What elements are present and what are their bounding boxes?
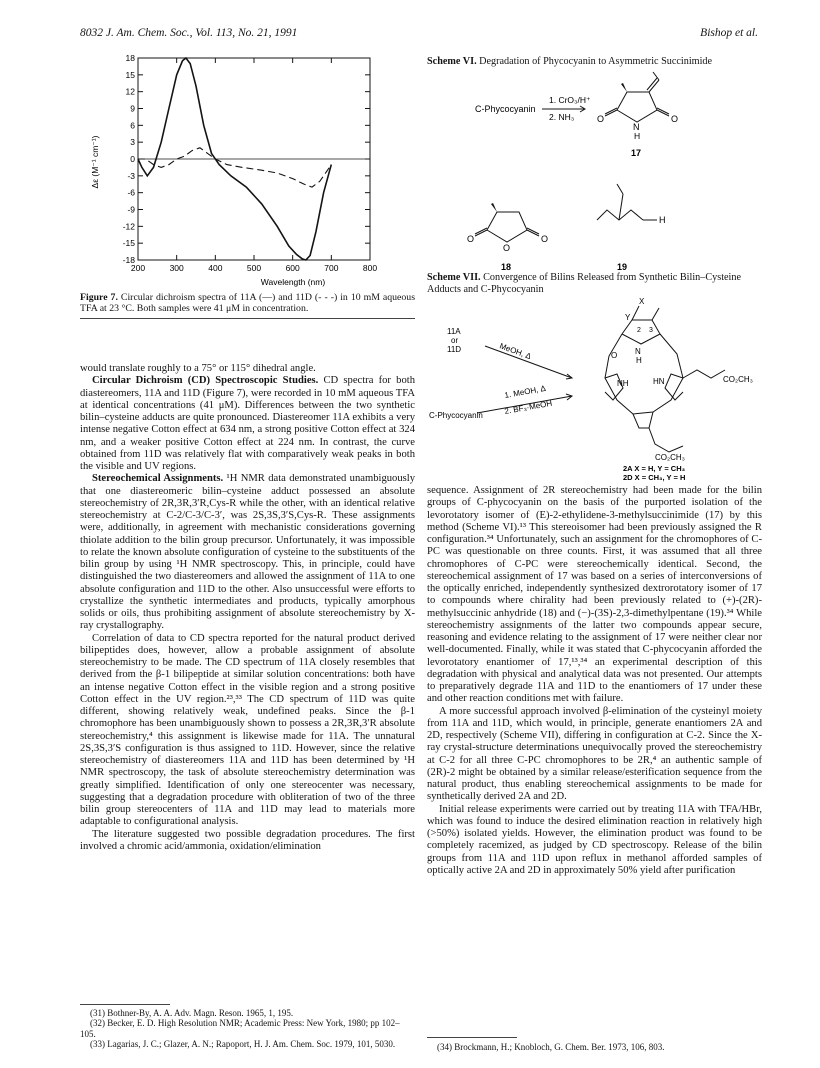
paragraph-text: Correlation of data to CD spectra reported for the natural product derived bilipeptides does, however, allow a probable assignment of absolute stereochemistry to be made. The CD spectrum of 11A closely resembles that derived from the β-1 bilipeptide at similar solution concentrations: both have an intense negative Cotton effect in the visible region and a strong positive Cotton effect in the UV region.²³,³³ The CD spectrum of 11D was quite different, showing relatively weak, undefined peaks. Since the β-1 chromophore has been unambiguously shown to possess a 2R,3R,3′R absolute stereochemistry,⁴ this assignment is likewise made for 11A. The unnatural 2S,3S,3′S configuration is thus assigned to 11D. However, since the relative stereochemistry of diastereomers 11A and 11D has been determined by ¹H NMR spectroscopy, the task of absolute stereochemistry determination was greatly simplified. Identification of only one stereocenter was necessary, suggesting that a degradation procedure with obliteration of two of the three bilin group stereocenters of 11A and 11D may lead to materials more adaptable to configurational analysis. xyxy=(80,632,415,828)
figure-7-caption-text: Circular dichroism spectra of 11A (—) and 11D (- - -) in 10 mM aqueous TFA at 23 °C. Both samples were 41 μM in concentration. xyxy=(80,292,416,314)
compound-18-label: 18 xyxy=(501,262,512,272)
scheme-7-start-a: 11A xyxy=(447,327,461,336)
scheme-6-step-1: 1. CrO₃/H⁺ xyxy=(549,95,591,105)
y-tick-label: 9 xyxy=(130,103,135,114)
reference-entry: (34) Brockmann, H.; Knobloch, G. Chem. Ber. 1973, 106, 803. xyxy=(437,1042,665,1052)
figure-7-caption-label: Figure 7. xyxy=(80,292,118,303)
right_column-paragraph: sequence. Assignment of 2R stereochemistry had been made for the bilin groups of C-phycocyanin on the basis of the purported isolation of the levorotatory isomer of (E)-2-ethylidene-3-methylsuccinimide (17) by this method (Scheme VI).¹³ This stereoisomer had been previously assigned the R configuration.³⁴ Unfortunately, such an assignment for the chromophores of C-PC was questionable on three counts. First, it was assumed that all three chromophores of C-PC were stereochemically identical. Second, the stereochemical assignment of 17 was based on a series of interconversions of the optically enriched, independently synthesized dextrorotatory isomer of 17 to compounds where chirality had been previously related to (+)-(2R)-methylsuccinic anhydride (18) and (−)-(3S)-2,3-dimethylpentane (19).³⁴ While stereochemistry assignments of the latter two compounds appear secure, reasoning and evidence relating to the assignment of 17 were neither clear nor well-documented. Finally, while it was stated that C-phycocyanin afforded the levorotatory enantiomer of 17,¹³,³⁴ an experimental description of this degradation with physical and analytical data was not presented. Our attempts to preparatively degrade 11A and 11D to the enantiomers of 17 under these and other reaction conditions met with failure. xyxy=(427,485,762,705)
section-heading: Stereochemical Assignments. xyxy=(92,473,224,485)
compound-2a-definition: 2A X = H, Y = CH₃ xyxy=(623,464,686,473)
cmpd19-hydrogen: H xyxy=(659,215,666,225)
scheme-7-reagent-c1: 1. MeOH, Δ xyxy=(503,383,547,400)
substituent-x-label: X xyxy=(639,297,645,306)
y-tick-label: -12 xyxy=(122,221,135,232)
reference-entry: (31) Bothner-By, A. A. Adv. Magn. Reson. 1965, 1, 195. xyxy=(90,1008,294,1018)
lactam-nitrogen: N xyxy=(635,347,641,356)
reference-entry: (32) Becker, E. D. High Resolution NMR; Academic Press: New York, 1980; pp 102–105. xyxy=(80,1018,400,1039)
left_column-paragraph xyxy=(80,375,415,473)
scheme-7-start-c: C-Phycocyanin xyxy=(429,411,483,420)
reference-entry: (33) Lagarias, J. C.; Glazer, A. N.; Rapoport, H. J. Am. Chem. Soc. 1979, 101, 5030. xyxy=(90,1038,396,1049)
y-axis-label: Δε (M⁻¹ cm⁻¹) xyxy=(90,135,100,189)
scheme-6-structures xyxy=(427,70,767,275)
y-tick-label: 3 xyxy=(130,137,135,148)
left_column-paragraph: would translate roughly to a 75° or 115° dihedral angle. xyxy=(80,363,316,374)
x-tick-label: 800 xyxy=(362,263,378,273)
paragraph-text: The literature suggested two possible degradation procedures. The first involved a chromic acid/ammonia, oxidation/elimination xyxy=(80,828,415,852)
compound-2d-definition: 2D X = CH₃, Y = H xyxy=(623,473,686,482)
left-references xyxy=(80,1008,415,1049)
cmpd17-oxygen-left: O xyxy=(597,114,605,124)
series-11D-line xyxy=(138,148,331,187)
left_column-paragraph xyxy=(80,829,415,854)
cmpd18-oxygen-right: O xyxy=(541,234,549,244)
scheme-7-reagent-a: MeOH, Δ xyxy=(498,341,533,362)
scheme-7-start-b: 11D xyxy=(447,345,462,354)
figure-7-cd-chart xyxy=(80,52,420,290)
cmpd17-hydrogen: H xyxy=(634,131,641,141)
scheme-6-label: Scheme VI. xyxy=(427,56,477,67)
scheme-7-title: Convergence of Bilins Released from Synthetic Bilin–Cysteine Adducts and C-Phycocyanin xyxy=(427,272,741,295)
right_column-paragraph: A more successful approach involved β-elimination of the cysteinyl moiety from 11A and 11D, which would, in principle, generate enantiomers 2A and 2D, respectively (Scheme VII), differing in configuration at C-2. Since the X-ray crystal-structure determinations unequivocally proved the stereochemistry at C-2 for all three C-PC chromophores to be 2R,⁴ an authentic sample of (2R)-2 might be obtained by a similar release/esterification sequence from the natural product, thus enabling stereochemical assignments to be made for synthetically derived 2A and 2D. xyxy=(427,705,762,803)
scheme-6-step-2: 2. NH₃ xyxy=(549,112,575,122)
right-column-text xyxy=(427,485,762,877)
left-column-text xyxy=(80,363,415,853)
y-tick-label: -6 xyxy=(127,187,135,198)
x-tick-label: 500 xyxy=(246,263,262,273)
left_column-paragraph xyxy=(80,633,415,829)
compound-17-label: 17 xyxy=(631,148,642,158)
y-tick-label: 18 xyxy=(125,53,135,63)
scheme-7-label: Scheme VII. xyxy=(427,272,481,283)
right-references xyxy=(427,1042,762,1052)
y-tick-label: -18 xyxy=(122,255,135,265)
pyrrole-nh-right: HN xyxy=(653,377,665,386)
lactam-hydrogen: H xyxy=(636,356,642,365)
y-tick-label: 6 xyxy=(130,120,135,131)
running-header-left: 8032 J. Am. Chem. Soc., Vol. 113, No. 21, 1991 xyxy=(80,27,298,39)
compound-19-label: 19 xyxy=(617,262,628,272)
carbon-2-label: 2 xyxy=(637,327,641,334)
left-footnote-rule xyxy=(80,1004,170,1005)
cmpd17-nitrogen: N xyxy=(633,122,640,132)
cmpd18-ring-oxygen: O xyxy=(503,243,511,253)
right_column-paragraph: Initial release experiments were carried out by treating 11A with TFA/HBr, which was found to induce the desired elimination reaction in relatively high (>50%) isolated yields. However, the elimination product was found to be completely racemized, as judged by CD spectroscopy. Release of the bilin groups from 11A and 11D upon reflux in methanol afforded samples of optically active 2A and 2D in approximately 50% yield after purification xyxy=(427,803,762,876)
substituent-y-label: Y xyxy=(625,313,631,322)
carbon-3-label: 3 xyxy=(649,327,653,334)
ester-bottom: CO₂CH₃ xyxy=(655,453,685,462)
pyrrole-nh-left: NH xyxy=(617,379,629,388)
x-tick-label: 300 xyxy=(169,263,184,273)
y-tick-label: -3 xyxy=(127,170,135,181)
right-footnote-rule xyxy=(427,1037,517,1038)
scheme-6-title: Degradation of Phycocyanin to Asymmetric Succinimide xyxy=(479,56,713,67)
running-header-right: Bishop et al. xyxy=(700,27,758,39)
scheme-7-start-or: or xyxy=(451,336,459,345)
ester-right: CO₂CH₃ xyxy=(723,375,753,384)
section-heading: Circular Dichroism (CD) Spectroscopic Studies. xyxy=(92,375,319,387)
x-axis-label: Wavelength (nm) xyxy=(260,277,326,287)
y-tick-label: -9 xyxy=(127,204,135,215)
cmpd18-oxygen-left: O xyxy=(467,234,475,244)
macrocycle-oxygen: O xyxy=(611,351,618,360)
paragraph-text: CD spectra for both diastereomers, 11A and 11D (Figure 7), were recorded in 10 mM aqueous TFA at identical concentrations (41 μM). Differences between the two synthetic bilin–cysteine adducts are quite pronounced. Diastereomer 11A exhibits a very intense negative Cotton effect at 634 nm, a strong positive Cotton effect at 324 nm, and a weaker positive Cotton effect at 224 nm. In contrast, the curve obtained from 11D was relatively flat with comparatively weak peaks in both the visible and UV regions. xyxy=(80,375,415,472)
y-tick-label: 12 xyxy=(125,86,135,97)
left_column-paragraph xyxy=(80,473,415,632)
cmpd17-oxygen-right: O xyxy=(671,114,679,124)
y-tick-label: 15 xyxy=(125,69,135,80)
x-tick-label: 400 xyxy=(208,263,223,273)
y-tick-label: 0 xyxy=(130,154,135,164)
x-tick-label: 200 xyxy=(130,263,146,273)
scheme-7-reagent-c2: 2. BF₃·MeOH xyxy=(503,398,553,416)
scheme-6-start: C-Phycocyanin xyxy=(475,104,536,114)
scheme-7-structures xyxy=(427,296,767,482)
scheme-6-caption xyxy=(427,56,762,68)
figure-7-caption xyxy=(80,292,415,314)
x-tick-label: 600 xyxy=(285,263,300,273)
y-tick-label: -15 xyxy=(122,238,135,249)
x-tick-label: 700 xyxy=(324,263,339,273)
scheme-7-caption xyxy=(427,272,762,295)
paragraph-text: ¹H NMR data demonstrated unambiguously that one diastereomeric bilin–cysteine adduct possessed an absolute stereochemistry of 2R,3R,3′R,Cys-R while the other, with an identical relative stereochemistry at C-2/C-3/C-3′, was 2S,3S,3′S,Cys-R. These assignments were, additionally, in agreement with mechanistic considerations governing thiolate addition to the bilin group precursor. Unfortunately, it was impossible to relate the known absolute configuration of cysteine to the substituents of the bilin group by using ¹H NMR spectroscopy. This, in principle, could have distinguished the two diastereomers and allowed the assignment of 11A to one absolute configuration and 11D to the other. Also unsuccessful were efforts to crystallize the synthetic intermediates and products, typically amorphous solids or oils, thus prohibiting assignment of absolute stereochemistry by X-ray crystallography. xyxy=(80,473,415,632)
caption-rule xyxy=(80,318,415,319)
